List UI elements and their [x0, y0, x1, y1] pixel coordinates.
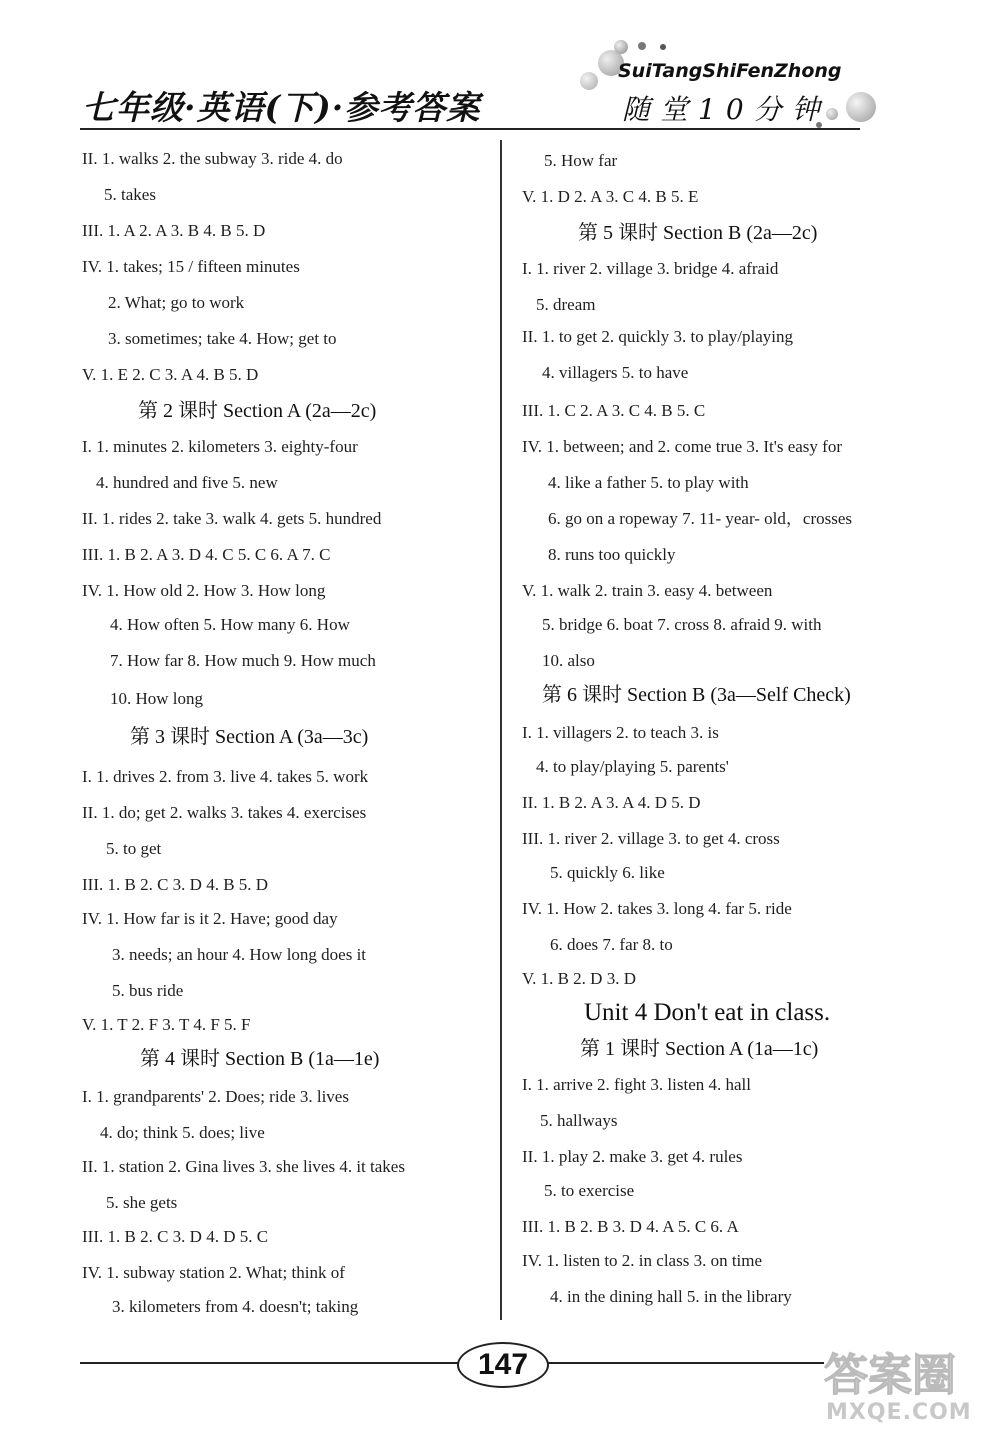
watermark-chinese: 答案圈 — [824, 1350, 956, 1401]
lesson-heading: 第 5 课时 Section B (2a—2c) — [578, 222, 818, 244]
answer-line: 3. sometimes; take 4. How; get to — [108, 329, 337, 348]
page-header — [0, 0, 1000, 135]
answer-line: I. 1. river 2. village 3. bridge 4. afraid — [522, 259, 779, 278]
page-number-text: 147 — [477, 1348, 529, 1381]
decorative-bubble — [638, 42, 646, 50]
page-title: 七年级·英语(下)·参考答案 — [82, 88, 481, 127]
answer-line: 5. takes — [104, 185, 156, 204]
answer-line: I. 1. drives 2. from 3. live 4. takes 5. work — [82, 767, 369, 786]
answer-line: 6. does 7. far 8. to — [550, 935, 673, 954]
answer-line: I. 1. minutes 2. kilometers 3. eighty-four — [82, 437, 358, 456]
brand-chinese-name: 随堂10分钟 — [622, 93, 830, 126]
answer-line: 2. What; go to work — [108, 293, 245, 312]
answer-line: II. 1. do; get 2. walks 3. takes 4. exercises — [82, 803, 367, 822]
answer-line: 6. go on a ropeway 7. 11- year- old，crosses — [548, 509, 852, 528]
answer-line: 7. How far 8. How much 9. How much — [110, 651, 376, 670]
lesson-heading: 第 2 课时 Section A (2a—2c) — [138, 400, 377, 422]
answer-line: III. 1. A 2. A 3. B 4. B 5. D — [82, 221, 266, 240]
answer-line: 5. quickly 6. like — [550, 863, 665, 882]
answer-line: 4. hundred and five 5. new — [96, 473, 278, 492]
footer-rule-right — [544, 1362, 824, 1364]
answer-line: 5. hallways — [540, 1111, 618, 1130]
page-number — [457, 1342, 549, 1388]
column-divider — [500, 140, 502, 1320]
lesson-heading: 第 4 课时 Section B (1a—1e) — [140, 1048, 380, 1070]
answer-line: IV. 1. How 2. takes 3. long 4. far 5. ride — [522, 899, 792, 918]
answer-line: III. 1. river 2. village 3. to get 4. cross — [522, 829, 780, 848]
answer-line: III. 1. B 2. A 3. D 4. C 5. C 6. A 7. C — [82, 545, 331, 564]
header-rule — [80, 128, 860, 130]
answer-line: 5. she gets — [106, 1193, 178, 1212]
answer-line: I. 1. grandparents' 2. Does; ride 3. lives — [82, 1087, 349, 1106]
answer-line: 10. also — [542, 651, 595, 670]
answer-line: 5. bus ride — [112, 981, 184, 1000]
answer-line: I. 1. arrive 2. fight 3. listen 4. hall — [522, 1075, 751, 1094]
answer-line: V. 1. D 2. A 3. C 4. B 5. E — [522, 187, 699, 206]
answer-line: III. 1. B 2. C 3. D 4. D 5. C — [82, 1227, 269, 1246]
decorative-bubble — [614, 40, 628, 54]
answer-line: V. 1. B 2. D 3. D — [522, 969, 636, 988]
answer-line: 10. How long — [110, 689, 204, 708]
decorative-bubble — [846, 92, 876, 122]
answer-line: 4. in the dining hall 5. in the library — [550, 1287, 792, 1306]
answer-line: II. 1. to get 2. quickly 3. to play/playing — [522, 327, 794, 346]
answer-line: V. 1. walk 2. train 3. easy 4. between — [522, 581, 773, 600]
answer-line: V. 1. T 2. F 3. T 4. F 5. F — [82, 1015, 251, 1034]
answer-line: 4. to play/playing 5. parents' — [536, 757, 729, 776]
answer-line: IV. 1. subway station 2. What; think of — [82, 1263, 345, 1282]
answer-line: IV. 1. How old 2. How 3. How long — [82, 581, 326, 600]
footer-rule-left — [80, 1362, 458, 1364]
answer-line: III. 1. B 2. B 3. D 4. A 5. C 6. A — [522, 1217, 739, 1236]
lesson-heading: 第 1 课时 Section A (1a—1c) — [580, 1038, 819, 1060]
answer-line: IV. 1. How far is it 2. Have; good day — [82, 909, 338, 928]
answer-line: 4. do; think 5. does; live — [100, 1123, 265, 1142]
answer-line: 4. villagers 5. to have — [542, 363, 689, 382]
answer-line: 5. to get — [106, 839, 162, 858]
answer-line: II. 1. B 2. A 3. A 4. D 5. D — [522, 793, 701, 812]
lesson-heading: 第 6 课时 Section B (3a—Self Check) — [542, 684, 851, 706]
decorative-bubble — [660, 44, 666, 50]
answer-line: V. 1. E 2. C 3. A 4. B 5. D — [82, 365, 259, 384]
answer-line: IV. 1. between; and 2. come true 3. It's easy for — [522, 437, 842, 456]
answer-line: 5. How far — [544, 151, 618, 170]
lesson-heading: 第 3 课时 Section A (3a—3c) — [130, 726, 369, 748]
answer-line: III. 1. B 2. C 3. D 4. B 5. D — [82, 875, 269, 894]
decorative-bubble — [580, 72, 598, 90]
answer-line: II. 1. play 2. make 3. get 4. rules — [522, 1147, 743, 1166]
brand-name: SuiTangShiFenZhong — [618, 60, 842, 82]
answer-line: 4. How often 5. How many 6. How — [110, 615, 350, 634]
answer-line: II. 1. station 2. Gina lives 3. she lives 4. it takes — [82, 1157, 405, 1176]
answer-line: I. 1. villagers 2. to teach 3. is — [522, 723, 719, 742]
answer-line: 3. needs; an hour 4. How long does it — [112, 945, 367, 964]
answer-line: 5. to exercise — [544, 1181, 635, 1200]
answer-line: 5. dream — [536, 295, 596, 314]
unit-heading: Unit 4 Don't eat in class. — [584, 999, 831, 1026]
answer-line: IV. 1. takes; 15 / fifteen minutes — [82, 257, 300, 276]
answer-line: II. 1. walks 2. the subway 3. ride 4. do — [82, 149, 343, 168]
answer-line: 3. kilometers from 4. doesn't; taking — [112, 1297, 359, 1316]
answer-line: 8. runs too quickly — [548, 545, 676, 564]
answer-line: IV. 1. listen to 2. in class 3. on time — [522, 1251, 763, 1270]
answer-line: III. 1. C 2. A 3. C 4. B 5. C — [522, 401, 706, 420]
answer-line: 4. like a father 5. to play with — [548, 473, 749, 492]
watermark-url: MXQE.COM — [826, 1400, 972, 1425]
answer-line: II. 1. rides 2. take 3. walk 4. gets 5. hundred — [82, 509, 382, 528]
answer-line: 5. bridge 6. boat 7. cross 8. afraid 9. with — [542, 615, 822, 634]
